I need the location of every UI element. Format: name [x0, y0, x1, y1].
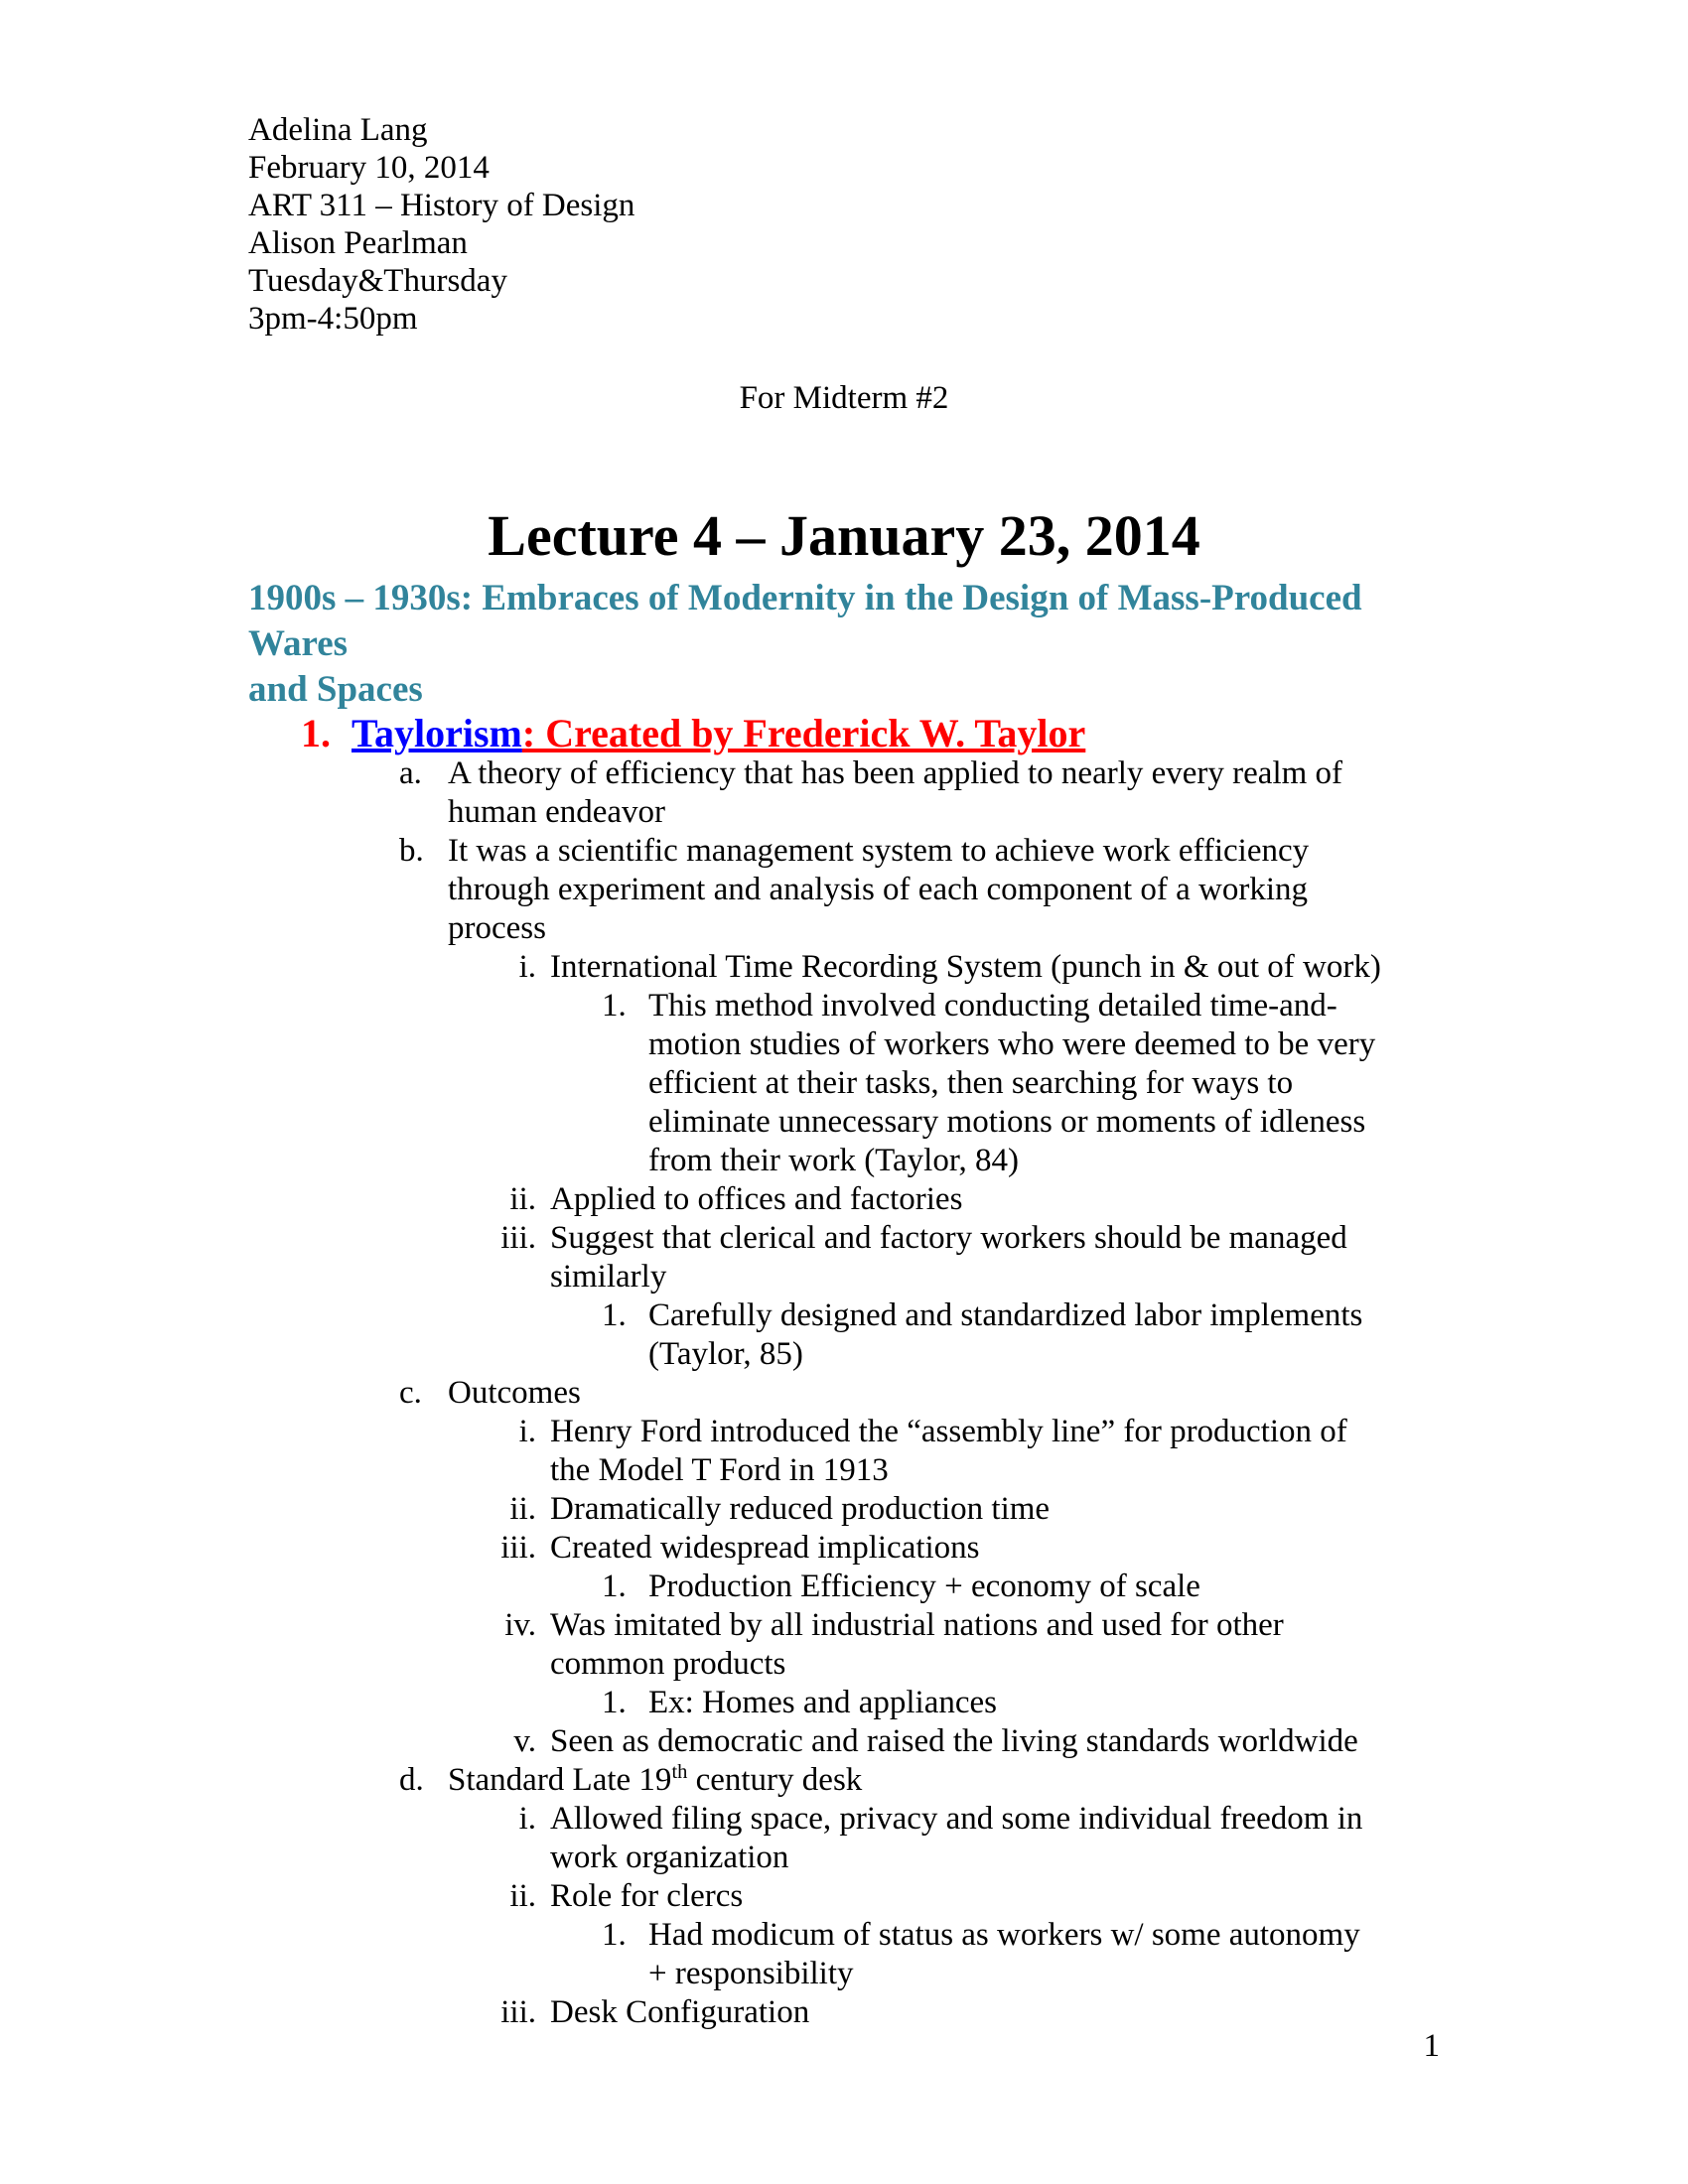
outline-marker: d. — [399, 1762, 424, 1798]
outline-marker: iii. — [500, 1530, 536, 1566]
outline-text: Allowed filing space, privacy and some individual freedom in work organization — [550, 1801, 1363, 1875]
outline-marker: 1. — [602, 1685, 627, 1720]
header-line-date: February 10, 2014 — [248, 150, 490, 186]
outline-item — [450, 1877, 1440, 1916]
outline-item — [602, 987, 1440, 1180]
outline-item — [602, 1568, 1440, 1606]
outline-item — [450, 1606, 1440, 1684]
list-title-text — [352, 713, 1085, 754]
outline-item — [399, 832, 1440, 948]
outline-item — [450, 948, 1440, 987]
outline-text: This method involved conducting detailed time-and- motion studies of workers who were deemed to be very efficient at their tasks, then searching for ways to eliminate unnecessary motions or moments of idleness from their work (Taylor, 84) — [648, 988, 1376, 1178]
outline-marker: a. — [399, 755, 422, 791]
outline-text: Dramatically reduced production time — [550, 1491, 1051, 1527]
list-title-term: Taylorism — [352, 711, 522, 755]
header-line-time: 3pm-4:50pm — [248, 301, 418, 337]
section-heading-line-2: and Spaces — [248, 669, 423, 710]
outline-marker: ii. — [509, 1878, 536, 1914]
outline-text: Applied to offices and factories — [550, 1181, 963, 1217]
outline-marker: i. — [518, 1801, 536, 1837]
outline-marker: i. — [518, 949, 536, 985]
outline-text: It was a scientific management system to achieve work efficiency through experiment and analysis of each component of a working process — [448, 833, 1310, 946]
header-line-days: Tuesday&Thursday — [248, 263, 507, 299]
midterm-note: For Midterm #2 — [739, 380, 949, 416]
outline-item — [602, 1684, 1440, 1722]
outline-item — [602, 1297, 1440, 1374]
outline-marker: iii. — [500, 1994, 536, 2030]
list-title-rest: : Created by Frederick W. Taylor — [521, 711, 1086, 755]
outline-item — [399, 1374, 1440, 1413]
outline-text: Standard Late 19th century desk — [448, 1761, 863, 1798]
outline-item — [450, 1490, 1440, 1529]
section-heading-line-1: 1900s – 1930s: Embraces of Modernity in the Design of Mass-Produced Wares — [248, 578, 1362, 664]
outline-text: International Time Recording System (punch in & out of work) — [550, 949, 1381, 985]
outline-text: Suggest that clerical and factory workers should be managed similarly — [550, 1220, 1347, 1295]
page-number: 1 — [1423, 2028, 1440, 2064]
outline-marker: b. — [399, 833, 424, 869]
outline-item — [450, 1722, 1440, 1761]
outline-item — [399, 754, 1440, 832]
outline-text: Role for clercs — [550, 1878, 744, 1914]
outline-marker: 1. — [602, 1297, 627, 1333]
outline-item — [450, 1219, 1440, 1297]
outline-text: Seen as democratic and raised the living standards worldwide — [550, 1723, 1358, 1759]
outline-marker: ii. — [509, 1491, 536, 1527]
outline-item — [450, 1800, 1440, 1877]
section-heading — [248, 576, 1440, 713]
lecture-title: Lecture 4 – January 23, 2014 — [488, 503, 1200, 568]
outline-text: Production Efficiency + economy of scale — [648, 1569, 1200, 1604]
outline-item — [399, 1761, 1440, 1800]
list-title — [301, 713, 1440, 754]
outline-item — [602, 1916, 1440, 1993]
outline-marker: i. — [518, 1414, 536, 1449]
header-line-author: Adelina Lang — [248, 112, 428, 148]
outline-text: Desk Configuration — [550, 1994, 810, 2030]
outline-marker: iv. — [504, 1607, 536, 1643]
outline-text: Carefully designed and standardized labor implements (Taylor, 85) — [648, 1297, 1363, 1372]
outline-marker: ii. — [509, 1181, 536, 1217]
outline-item — [450, 1180, 1440, 1219]
header-line-instructor: Alison Pearlman — [248, 225, 468, 261]
header-line-course: ART 311 – History of Design — [248, 188, 635, 223]
outline-marker: 1. — [602, 1569, 627, 1604]
outline-text: Created widespread implications — [550, 1530, 980, 1566]
outline-text: A theory of efficiency that has been applied to nearly every realm of human endeavor — [448, 755, 1343, 830]
outline-text: Ex: Homes and appliances — [648, 1685, 997, 1720]
outline-marker: iii. — [500, 1220, 536, 1256]
outline-text: Outcomes — [448, 1375, 581, 1411]
outline-marker: 1. — [602, 988, 627, 1024]
outline-text: Was imitated by all industrial nations and used for other common products — [550, 1607, 1284, 1682]
outline-marker: v. — [513, 1723, 536, 1759]
outline-marker: 1. — [602, 1917, 627, 1953]
outline-text: Henry Ford introduced the “assembly line” for production of the Model T Ford in 1913 — [550, 1414, 1347, 1488]
outline-item — [450, 1529, 1440, 1568]
outline-item — [450, 1993, 1440, 2032]
outline-text: Had modicum of status as workers w/ some autonomy + responsibility — [648, 1917, 1360, 1991]
header-block — [248, 111, 1440, 338]
list-title-number: 1. — [301, 711, 331, 755]
outline — [248, 754, 1440, 2032]
outline-marker: c. — [399, 1375, 422, 1411]
outline-item — [450, 1413, 1440, 1490]
